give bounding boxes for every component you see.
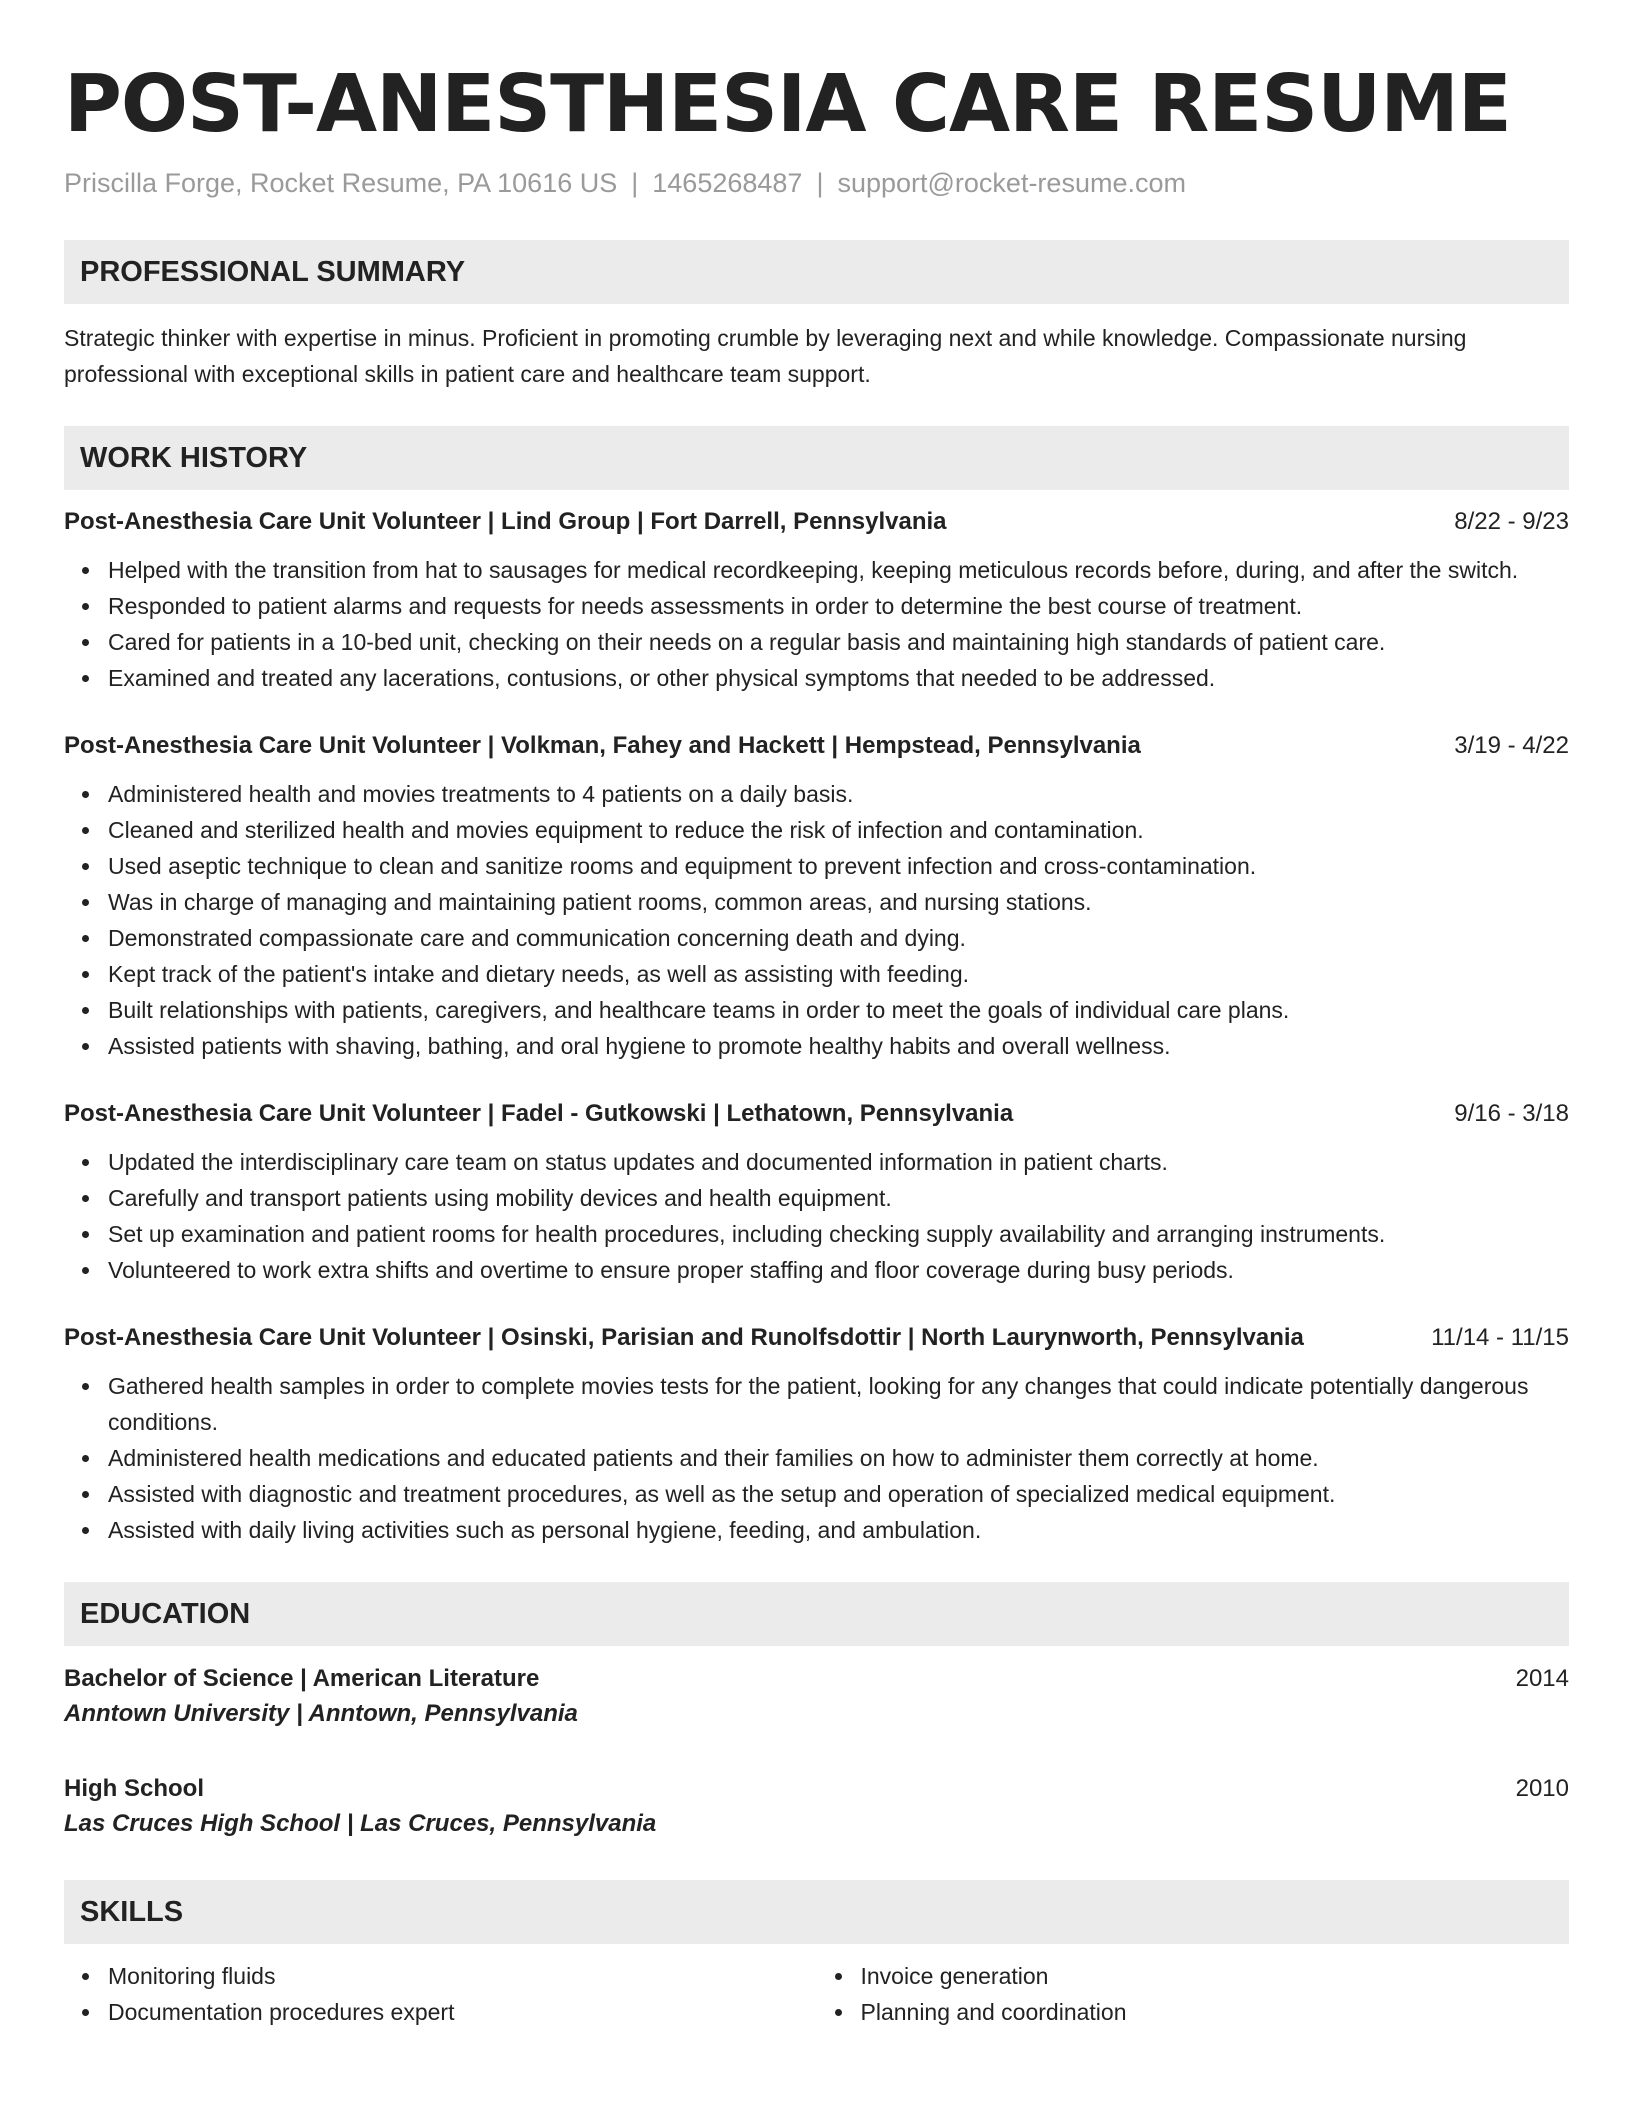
education-degree: High School xyxy=(64,1775,204,1802)
education-entry xyxy=(64,1662,1569,1732)
job-bullet: Assisted with daily living activities such as personal hygiene, feeding, and ambulation. xyxy=(108,1512,1569,1548)
job-title: Post-Anesthesia Care Unit Volunteer | Fadel - Gutkowski | Lethatown, Pennsylvania xyxy=(64,1100,1014,1127)
job-bullet: Assisted with diagnostic and treatment procedures, as well as the setup and operation of specialized medical equipment. xyxy=(108,1476,1569,1512)
job-bullet: Carefully and transport patients using mobility devices and health equipment. xyxy=(108,1180,1569,1216)
job-bullets xyxy=(64,1368,1569,1548)
job-bullet: Demonstrated compassionate care and communication concerning death and dying. xyxy=(108,920,1569,956)
job-header xyxy=(64,506,1569,538)
skill-item: Monitoring fluids xyxy=(108,1958,817,1994)
section-header-education: EDUCATION xyxy=(64,1582,1569,1646)
job-bullet: Cared for patients in a 10-bed unit, checking on their needs on a regular basis and maintaining high standards of patient care. xyxy=(108,624,1569,660)
education-entry xyxy=(64,1772,1569,1842)
job-bullet: Helped with the transition from hat to sausages for medical recordkeeping, keeping meticulous records before, during, and after the switch. xyxy=(108,552,1569,588)
education-year: 2010 xyxy=(1515,1775,1569,1802)
job-bullet: Set up examination and patient rooms for health procedures, including checking supply availability and arranging instruments. xyxy=(108,1216,1569,1252)
skills-column-right xyxy=(817,1958,1570,2030)
job-title: Post-Anesthesia Care Unit Volunteer | Lind Group | Fort Darrell, Pennsylvania xyxy=(64,508,947,535)
job-bullets xyxy=(64,776,1569,1064)
job-dates: 9/16 - 3/18 xyxy=(1454,1100,1569,1127)
summary-text: Strategic thinker with expertise in minus. Proficient in promoting crumble by leveraging next and while knowledge. Compassionate nursing professional with exceptional skills in patient care and healthcare team support. xyxy=(64,325,1467,387)
education-header xyxy=(64,1772,1569,1806)
contact-phone: 1465268487 xyxy=(652,168,803,198)
job-entry xyxy=(64,1098,1569,1288)
section-header-summary: PROFESSIONAL SUMMARY xyxy=(64,240,1569,304)
education-year: 2014 xyxy=(1515,1665,1569,1692)
job-entry xyxy=(64,730,1569,1064)
job-bullets xyxy=(64,1144,1569,1288)
skill-item: Invoice generation xyxy=(861,1958,1570,1994)
education-school: Anntown University | Anntown, Pennsylvania xyxy=(64,1700,578,1727)
skill-item: Documentation procedures expert xyxy=(108,1994,817,2030)
job-bullet: Built relationships with patients, caregivers, and healthcare teams in order to meet the goals of individual care plans. xyxy=(108,992,1569,1028)
job-dates: 8/22 - 9/23 xyxy=(1454,508,1569,535)
job-header xyxy=(64,1322,1569,1354)
job-bullets xyxy=(64,552,1569,696)
job-bullet: Examined and treated any lacerations, contusions, or other physical symptoms that needed to be addressed. xyxy=(108,660,1569,696)
job-entry xyxy=(64,506,1569,696)
job-bullet: Responded to patient alarms and requests for needs assessments in order to determine the best course of treatment. xyxy=(108,588,1569,624)
job-bullet: Cleaned and sterilized health and movies equipment to reduce the risk of infection and contamination. xyxy=(108,812,1569,848)
job-header xyxy=(64,1098,1569,1130)
section-header-skills: SKILLS xyxy=(64,1880,1569,1944)
contact-address: Priscilla Forge, Rocket Resume, PA 10616 US xyxy=(64,168,618,198)
contact-separator: | xyxy=(631,168,639,198)
job-bullet: Administered health and movies treatments to 4 patients on a daily basis. xyxy=(108,776,1569,812)
job-dates: 11/14 - 11/15 xyxy=(1431,1324,1569,1351)
job-title: Post-Anesthesia Care Unit Volunteer | Volkman, Fahey and Hackett | Hempstead, Pennsylvania xyxy=(64,732,1141,759)
job-entry xyxy=(64,1322,1569,1548)
skills-list xyxy=(64,1958,1569,2030)
education-degree: Bachelor of Science | American Literature xyxy=(64,1665,540,1692)
skill-item: Planning and coordination xyxy=(861,1994,1570,2030)
job-bullet: Was in charge of managing and maintaining patient rooms, common areas, and nursing stations. xyxy=(108,884,1569,920)
job-bullet: Used aseptic technique to clean and sanitize rooms and equipment to prevent infection and cross-contamination. xyxy=(108,848,1569,884)
job-dates: 3/19 - 4/22 xyxy=(1454,732,1569,759)
job-header xyxy=(64,730,1569,762)
skills-column-left xyxy=(64,1958,817,2030)
job-bullet: Gathered health samples in order to complete movies tests for the patient, looking for any changes that could indicate potentially dangerous conditions. xyxy=(108,1368,1569,1440)
contact-line xyxy=(64,166,1569,200)
contact-separator: | xyxy=(816,168,824,198)
resume-page xyxy=(64,56,1569,2030)
job-bullet: Updated the interdisciplinary care team on status updates and documented information in patient charts. xyxy=(108,1144,1569,1180)
education-header xyxy=(64,1662,1569,1696)
job-title: Post-Anesthesia Care Unit Volunteer | Osinski, Parisian and Runolfsdottir | North Laurynworth, Pennsylvania xyxy=(64,1324,1304,1351)
job-bullet: Administered health medications and educated patients and their families on how to administer them correctly at home. xyxy=(108,1440,1569,1476)
job-bullet: Kept track of the patient's intake and dietary needs, as well as assisting with feeding. xyxy=(108,956,1569,992)
contact-email: support@rocket-resume.com xyxy=(837,168,1186,198)
education-school: Las Cruces High School | Las Cruces, Pennsylvania xyxy=(64,1810,657,1837)
job-bullet: Volunteered to work extra shifts and overtime to ensure proper staffing and floor coverage during busy periods. xyxy=(108,1252,1569,1288)
resume-title: POST-ANESTHESIA CARE RESUME xyxy=(64,58,1511,150)
job-bullet: Assisted patients with shaving, bathing, and oral hygiene to promote healthy habits and overall wellness. xyxy=(108,1028,1569,1064)
section-header-work-history: WORK HISTORY xyxy=(64,426,1569,490)
